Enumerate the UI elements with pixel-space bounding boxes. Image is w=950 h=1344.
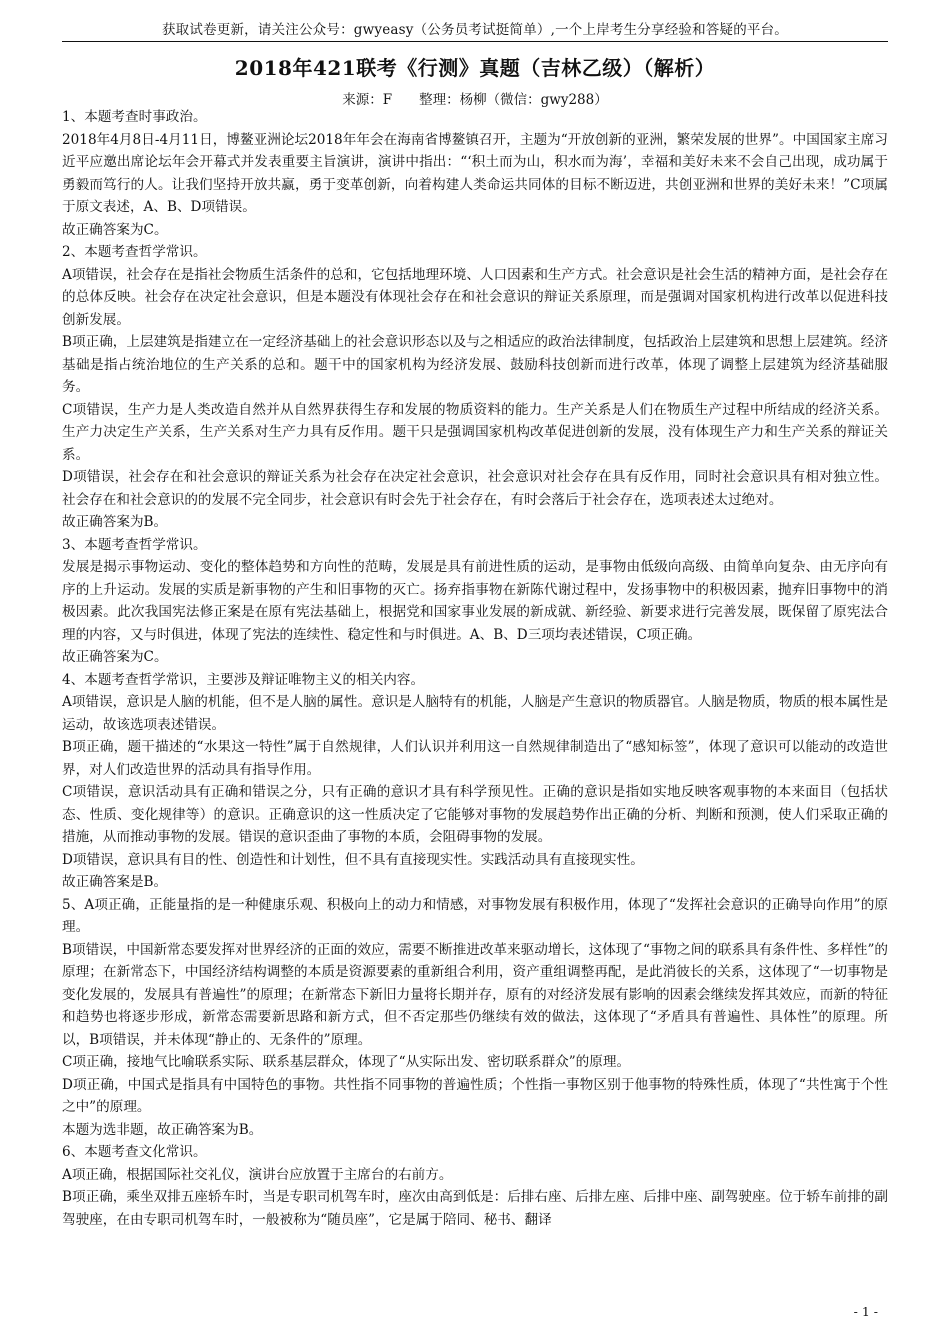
paragraph: 4、本题考查哲学常识，主要涉及辩证唯物主义的相关内容。 [62,671,425,688]
paragraph: 5、A项正确，正能量指的是一种健康乐观、积极向上的动力和情感，对事物发展有积极作用，体现了“发挥社会意识的正确导向作用”的原理。 [62,896,888,935]
page-number: - 1 - [853,1304,878,1319]
paragraph: B项正确，上层建筑是指建立在一定经济基础上的社会意识形态以及与之相适应的政治法律制度，包括政治上层建筑和思想上层建筑。经济基础是指占统治地位的生产关系的总和。题干中的国家机构为经济发展、鼓励科技创新而进行改革，体现了调整上层建筑为经济基础服务。 [62,334,888,395]
paragraph: B项错误，中国新常态要发挥对世界经济的正面的效应，需要不断推进改革来驱动增长，这体现了“事物之间的联系具有条件性、多样性”的原理；在新常态下，中国经济结构调整的本质是资源要素的重新组合利用，资产重组调整再配，是此消彼长的关系，这体现了“一切事物是变化发展的，发展具有普遍性”的原理；在新常态下新旧力量将长期并存，原有的对经济发展有影响的因素会继续发挥其效应，而新的特征和趋势也将逐步形成，新常态需要新思路和新方式，但不否定那些仍继续有效的做法，这体现了“矛盾具有普遍性、具体性”的原理。所以，B项错误，并未体现“静止的、无条件的”原理。 [62,941,888,1048]
header-note: 获取试卷更新，请关注公众号：gwyeasy（公务员考试挺简单）,一个上岸考生分享经验和答疑的平台。 [161,22,788,38]
paragraph: 故正确答案为C。 [62,649,168,665]
paragraph: 1、本题考查时事政治。 [62,109,207,125]
paragraph: 3、本题考查哲学常识。 [62,536,207,553]
paragraph: B项正确，题干描述的“水果这一特性”属于自然规律，人们认识并利用这一自然规律制造出了“感知标签”，体现了意识可以能动的改造世界，对人们改造世界的活动具有指导作用。 [62,739,888,778]
paragraph: B项正确，乘坐双排五座轿车时，当是专职司机驾车时，座次由高到低是：后排右座、后排左座、后排中座、副驾驶座。位于轿车前排的副驾驶座，在由专职司机驾车时，一般被称为“随员座”，它是属于陪同、秘书、翻译 [62,1189,888,1228]
paragraph: 6、本题考查文化常识。 [62,1144,207,1160]
header-divider [62,41,888,42]
document-title: 2018年421联考《行测》真题（吉林乙级）（解析） [234,56,716,80]
paragraph: C项正确，接地气比喻联系实际、联系基层群众，体现了“从实际出发、密切联系群众”的原理。 [62,1054,631,1070]
paragraph: A项错误，意识是人脑的机能，但不是人脑的属性。意识是人脑特有的机能，人脑是产生意识的物质器官。人脑是物质，物质的根本属性是运动，故该选项表述错误。 [62,694,888,733]
paragraph: 故正确答案为C。 [62,221,168,238]
document-body [62,106,888,1231]
paragraph: 本题为选非题，故正确答案为B。 [62,1121,263,1138]
paragraph: 发展是揭示事物运动、变化的整体趋势和方向性的范畴，发展是具有前进性质的运动，是事物由低级向高级、由简单向复杂、由无序向有序的上升运动。发展的实质是新事物的产生和旧事物的灭亡。扬弃指事物在新陈代谢过程中，发扬事物中的积极因素，抛弃旧事物中的消极因素。此次我国宪法修正案是在原有宪法基础上，根据党和国家事业发展的新成就、新经验、新要求进行完善发展，既保留了原宪法合理的内容，又与时俱进，体现了宪法的连续性、稳定性和与时俱进。A、B、D三项均表述错误，C项正确。 [62,559,888,643]
paragraph: A项正确，根据国际社交礼仪，演讲台应放置于主席台的右前方。 [62,1166,453,1183]
paragraph: 故正确答案是B。 [62,874,168,890]
paragraph: D项错误，社会存在和社会意识的辩证关系为社会存在决定社会意识，社会意识对社会存在具有反作用，同时社会意识具有相对独立性。社会存在和社会意识的的发展不完全同步，社会意识有时会先于社会存在，有时会落后于社会存在，选项表述太过绝对。 [62,469,888,508]
paragraph: D项正确，中国式是指具有中国特色的事物。共性指不同事物的普遍性质；个性指一事物区别于他事物的特殊性质，体现了“共性寓于个性之中”的原理。 [62,1076,888,1115]
paragraph: D项错误，意识具有目的性、创造性和计划性，但不具有直接现实性。实践活动具有直接现实性。 [62,851,644,868]
paragraph: 2018年4月8日-4月11日，博鳌亚洲论坛2018年年会在海南省博鳌镇召开，主题为“开放创新的亚洲，繁荣发展的世界”。中国国家主席习近平应邀出席论坛年会开幕式并发表重要主旨演讲，演讲中指出：“‘积土而为山，积水而为海’，幸福和美好未来不会自己出现，成功属于勇毅而笃行的人。让我们坚持开放共赢，勇于变革创新，向着构建人类命运共同体的目标不断迈进，共创亚洲和世界的美好未来！”C项属于原文表述，A、B、D项错误。 [62,131,888,215]
paragraph: C项错误，意识活动具有正确和错误之分，只有正确的意识才具有科学预见性。正确的意识是指如实地反映客观事物的本来面目（包括状态、性质、变化规律等）的意识。正确意识的这一性质决定了它能够对事物的发展趋势作出正确的分析、判断和预测，使人们采取正确的措施，从而推动事物的发展。错误的意识歪曲了事物的本质，会阻碍事物的发展。 [62,784,888,845]
paragraph: A项错误，社会存在是指社会物质生活条件的总和，它包括地理环境、人口因素和生产方式。社会意识是社会生活的精神方面，是社会存在的总体反映。社会存在决定社会意识，但是本题没有体现社会存在和社会意识的辩证关系原理，而是强调对国家机构进行改革以促进科技创新发展。 [62,266,888,328]
paragraph: C项错误，生产力是人类改造自然并从自然界获得生存和发展的物质资料的能力。生产关系是人们在物质生产过程中所结成的经济关系。生产力决定生产关系，生产关系对生产力具有反作用。题干只是强调国家机构改革促进创新的发展，没有体现生产力和生产关系的辩证关系。 [62,401,888,463]
paragraph: 2、本题考查哲学常识。 [62,244,207,260]
document-source-line: 来源：F 整理：杨柳（微信：gwy288） [342,92,608,108]
paragraph: 故正确答案为B。 [62,514,168,530]
